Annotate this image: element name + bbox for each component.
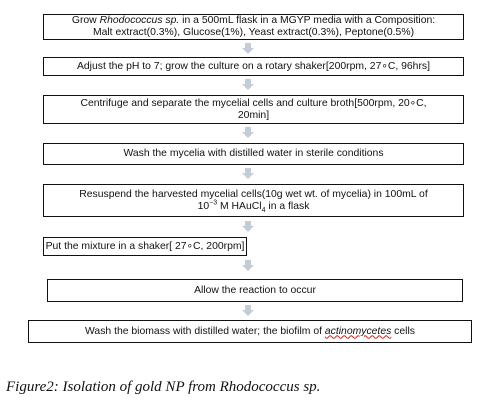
arrow-6-icon xyxy=(242,260,254,272)
arrow-2-icon xyxy=(242,79,254,91)
arrow-3-icon xyxy=(242,127,254,139)
step-1-organism: Rhodococcus sp. xyxy=(99,15,180,27)
step-5-line-1: Resuspend the harvested mycelial cells(10g wet wt. of mycelia) in 100mL of xyxy=(79,188,428,200)
step-3-box xyxy=(43,95,464,124)
step-8-organism: actinomycetes xyxy=(324,325,392,337)
step-7-line-1: Allow the reaction to occur xyxy=(194,284,316,296)
arrow-1-icon xyxy=(242,43,254,55)
step-1-line-2: Malt extract(0.3%), Glucose(1%), Yeast extract(0.3%), Peptone(0.5%) xyxy=(92,27,415,38)
step-5-line-2: $10^{-3}$ M HAuCl$_4$ in a flask xyxy=(197,199,310,214)
step-1-line-1: Grow Rhodococcus sp. in a 500mL flask in a MGYP media with a Composition: xyxy=(71,15,436,27)
step-3-line-2: 20min] xyxy=(237,109,270,121)
step-5-box xyxy=(43,184,464,217)
step-2-box xyxy=(43,57,464,76)
step-7-box xyxy=(47,279,463,302)
step-2-line-1: Adjust the pH to 7; grow the culture on a rotary shaker[200rpm, 27∘C, 96hrs] xyxy=(76,60,431,72)
step-6-line-1: Put the mixture in a shaker[ 27∘C, 200rpm] xyxy=(45,240,245,252)
step-6-box xyxy=(43,237,247,256)
step-1-box xyxy=(43,14,464,40)
arrow-7-icon xyxy=(242,305,254,317)
step-8-box xyxy=(28,320,472,343)
step-8-line-1: Wash the biomass with distilled water; the biofilm of actinomycetes cells xyxy=(85,325,415,337)
arrow-5-icon xyxy=(242,221,254,233)
step-3-line-1: Centrifuge and separate the mycelial cells and culture broth[500rpm, 20∘C, xyxy=(80,97,427,109)
step-4-box xyxy=(43,143,464,165)
arrow-4-icon xyxy=(242,168,254,180)
step-4-line-1: Wash the mycelia with distilled water in sterile conditions xyxy=(123,148,384,160)
figure-caption: Figure2: Isolation of gold NP from Rhodococcus sp. xyxy=(6,379,321,395)
